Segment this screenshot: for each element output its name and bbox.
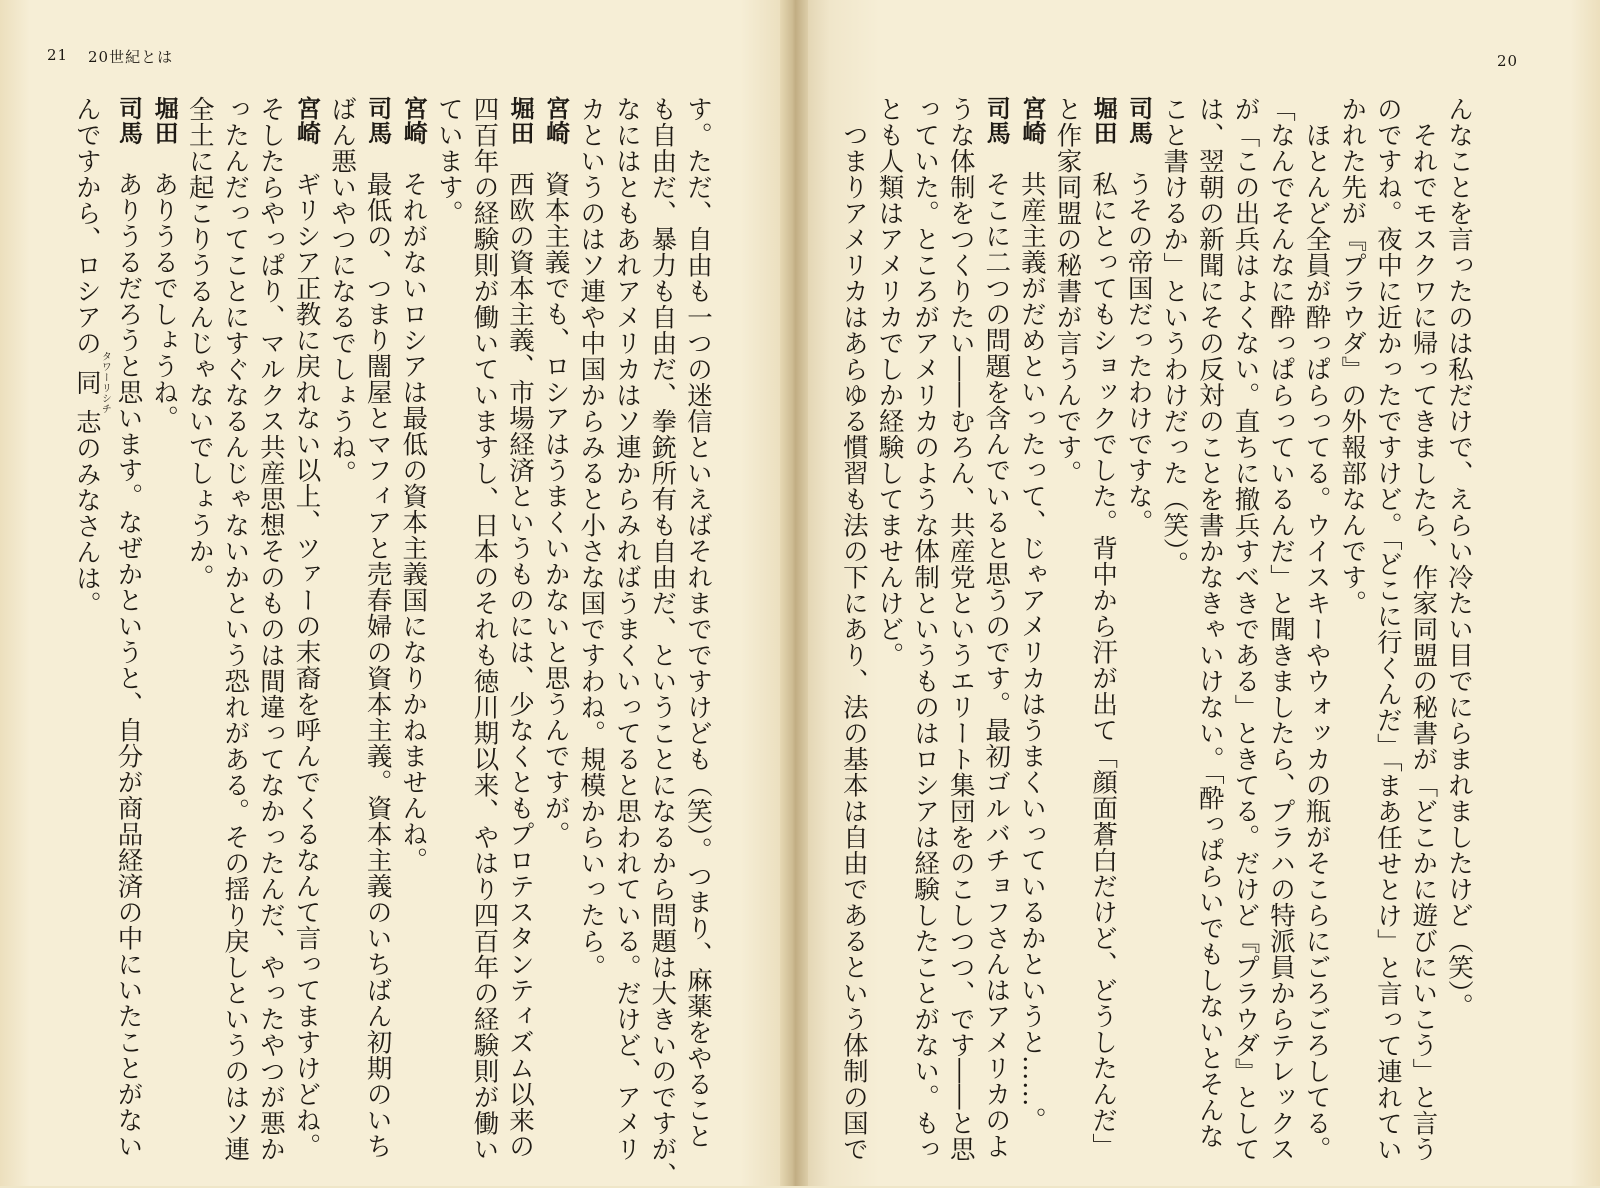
text-line	[942, 96, 978, 1162]
line-text: っていた。ところがアメリカのような体制というものはロシアは経験したことがない。もっ	[910, 96, 941, 1162]
left-page-number: 21	[47, 46, 69, 64]
line-text: それでモスクワに帰ってきましたら、作家同盟の秘書が「どこかに遊びにいこう」と言う	[1408, 96, 1439, 1162]
line-text: のですね。夜中に近かったですけど。「どこに行くんだ」「まあ任せとけ」と言って連れてい	[1372, 96, 1403, 1163]
speaker-name: 司馬	[363, 96, 392, 145]
text-line	[252, 96, 288, 1162]
line-text: そしたらやっぱり、マルクス共産思想そのものは間違ってなかったんだ、やったやつが悪か	[255, 96, 286, 1162]
text-line	[1227, 96, 1263, 1162]
text-line	[1369, 96, 1405, 1163]
text-line	[323, 96, 359, 1136]
line-text: こと書けるか」というわけだった（笑）。	[1159, 96, 1190, 578]
line-text: は、翌朝の新聞にその反対のことを書かなきゃいけない。「酔っぱらいでもしないとそんな	[1194, 96, 1225, 1150]
line-text: それがないロシアは最低の資本主義国になりかねませんね。	[398, 145, 429, 873]
speaker-name: 宮崎	[541, 96, 570, 145]
speaker-name: 司馬	[1124, 96, 1153, 145]
right-page-number: 20	[1497, 52, 1519, 70]
line-text: ったんだってことにすぐなるんじゃないかという恐れがある。その揺り戻しというのはソ連	[220, 96, 251, 1162]
speaker-name: 司馬	[982, 96, 1011, 145]
text-line	[1334, 96, 1370, 1136]
line-text: が「この出兵はよくない。直ちに撤兵すべきである」ときてる。だけど『プラウダ』として	[1230, 96, 1261, 1162]
text-line	[466, 96, 502, 1162]
text-line	[608, 96, 644, 1162]
line-text: ありうるでしょうね。	[149, 145, 180, 431]
line-text: かれた先が『プラウダ』の外報部なんです。	[1337, 96, 1368, 616]
line-text: 共産主義がだめといったって、じゃアメリカはうまくいっているかというと……。	[1016, 145, 1047, 1133]
line-text: 「なんでそんなに酔っぱらっているんだ」と聞きましたら、プラハの特派員からテレックス	[1266, 96, 1297, 1162]
text-line	[1120, 96, 1156, 1136]
speaker-name: 宮崎	[292, 96, 321, 145]
line-text: 四百年の経験則が働いていますし、日本のそれも徳川期以来、やはり四百年の経験則が働い	[469, 96, 500, 1162]
right-page-body-text	[838, 96, 1476, 1163]
line-text: 全土に起こりうるんじゃないでしょうか。	[184, 96, 215, 590]
text-line	[1262, 96, 1298, 1162]
speaker-name: 司馬	[114, 96, 143, 145]
line-text: す。ただ、自由も一つの迷信といえばそれまでですけども（笑）。つまり、麻薬をやること	[683, 96, 713, 1150]
text-line	[1084, 96, 1120, 1159]
text-line	[1049, 96, 1085, 1136]
line-text: 資本主義でも、ロシアはうまくいかないと思うんですが。	[540, 145, 571, 847]
line-text: ありうるだろうと思います。なぜかというと、自分が商品経済の中にいたことがない	[113, 145, 144, 1159]
text-line	[359, 96, 395, 1159]
text-line	[573, 96, 609, 1136]
line-text: んなことを言ったのは私だけで、えらい冷たい目でにらまれましたけど（笑）。	[1444, 96, 1474, 1020]
text-line	[1298, 96, 1334, 1162]
left-page-body-text	[71, 96, 715, 1188]
speaker-name: 堀田	[1089, 96, 1118, 145]
line-text: ギリシア正教に戻れない以上、ツァーの末裔を呼んでくるなんて言ってますけどね。	[291, 145, 322, 1159]
text-line	[644, 96, 680, 1188]
text-line	[1191, 96, 1227, 1150]
line-text: と作家同盟の秘書が言うんです。	[1052, 96, 1083, 486]
text-line	[1156, 96, 1192, 1136]
line-text: 私にとってもショックでした。背中から汗が出て「顔面蒼白だけど、どうしたんだ」	[1088, 145, 1119, 1159]
line-text: ています。	[433, 96, 464, 226]
line-text: ほとんど全員が酔っぱらってる。ウイスキーやウォッカの瓶がそこらにごろごろしてる。	[1301, 96, 1332, 1162]
text-line	[68, 96, 110, 1136]
line-text: ばん悪いやつになるでしょうね。	[327, 96, 358, 486]
line-text: も自由だ、暴力も自由だ、拳銃所有も自由だ、ということになるから問題は大きいのですが、	[647, 96, 678, 1188]
text-line	[537, 96, 573, 1136]
ruby-annotation: 同タワーリシチ	[71, 351, 111, 414]
text-line	[430, 96, 466, 1136]
text-line	[217, 96, 253, 1162]
line-text: カというのはソ連や中国からみると小さな国ですわね。規模からいったら。	[576, 96, 607, 980]
text-line	[181, 96, 217, 1136]
speaker-name: 堀田	[506, 96, 535, 145]
text-line	[871, 96, 907, 1136]
text-line	[110, 96, 146, 1159]
line-text: うその帝国だったわけですな。	[1123, 145, 1154, 535]
speaker-name: 堀田	[150, 96, 179, 145]
text-line	[978, 96, 1014, 1159]
text-line	[1440, 96, 1476, 1136]
text-line	[288, 96, 324, 1159]
line-text: 最低の、つまり闇屋とマフィアと売春婦の資本主義。資本主義のいちばん初期のいち	[362, 145, 393, 1159]
speaker-name: 宮崎	[1017, 96, 1046, 145]
text-line	[501, 96, 537, 1159]
line-text: そこに二つの問題を含んでいると思うのです。最初ゴルバチョフさんはアメリカのよ	[981, 145, 1012, 1159]
line-text: んですから、ロシアの同タワーリシチ志のみなさんは。	[71, 96, 111, 617]
line-text: とも人類はアメリカでしか経験してませんけど。	[874, 96, 905, 668]
line-text: 西欧の資本主義、市場経済というものには、少なくともプロテスタンティズム以来の	[505, 145, 536, 1159]
line-text: つまりアメリカはあらゆる慣習も法の下にあり、法の基本は自由であるという体制の国で	[838, 96, 869, 1162]
text-line	[835, 96, 871, 1162]
text-line	[1405, 96, 1441, 1162]
text-line	[907, 96, 943, 1162]
text-line	[146, 96, 182, 1136]
running-head-title: 20世紀とは	[88, 48, 174, 66]
text-line	[679, 96, 715, 1150]
text-line	[395, 96, 431, 1136]
text-line	[1013, 96, 1049, 1136]
line-text: うな体制をつくりたい――むろん、共産党というエリート集団をのこしつつ、です――と思	[945, 96, 976, 1162]
speaker-name: 宮崎	[399, 96, 428, 145]
line-text: なにはともあれアメリカはソ連からみればうまくいってると思われている。だけど、アメリ	[611, 96, 642, 1162]
book-gutter	[780, 0, 808, 1186]
